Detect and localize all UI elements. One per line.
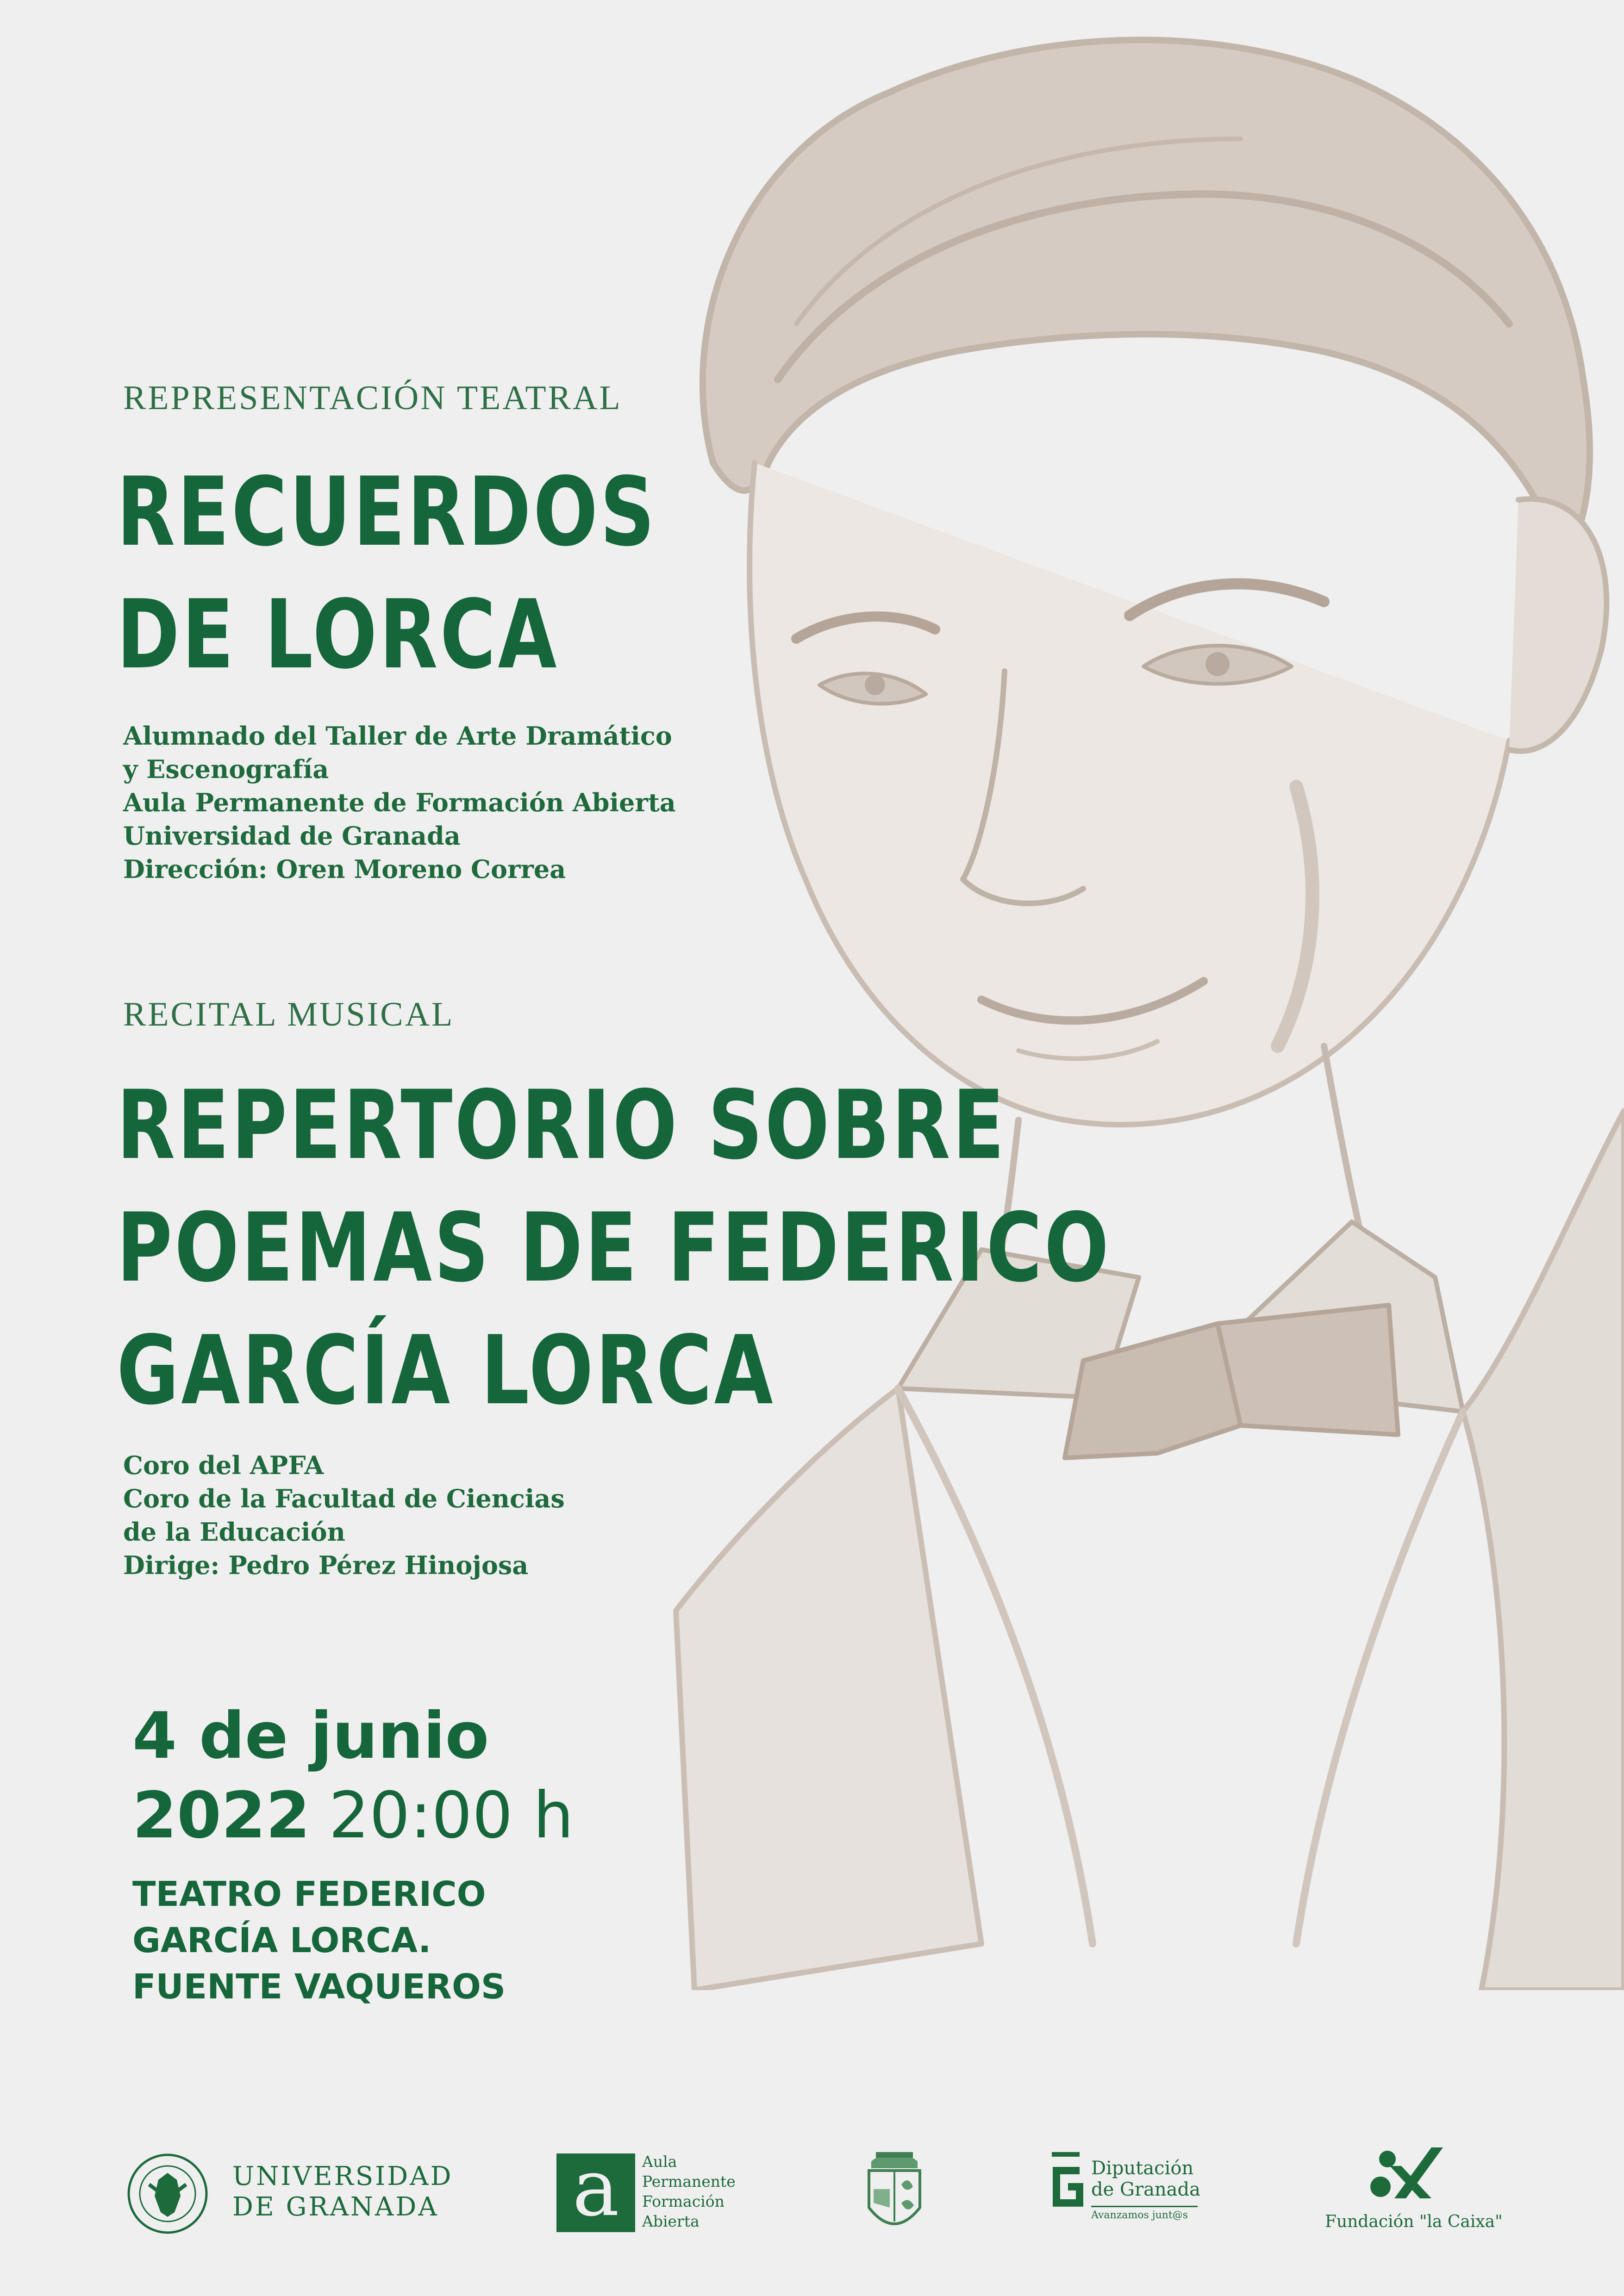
fuente-vaqueros-coat-of-arms-icon bbox=[862, 2143, 927, 2240]
credit-line: Coro de la Facultad de Ciencias bbox=[123, 1484, 565, 1513]
title-line: GARCÍA LORCA bbox=[117, 1316, 775, 1426]
venue-line: GARCÍA LORCA. bbox=[132, 1921, 431, 1960]
diputacion-divider bbox=[1091, 2206, 1198, 2207]
diputacion-tagline: Avanzamos junt@s bbox=[1091, 2209, 1188, 2221]
credit-line: Dirección: Oren Moreno Correa bbox=[123, 854, 566, 884]
category-label-theatre: REPRESENTACIÓN TEATRAL bbox=[123, 379, 622, 417]
ugr-name-line: DE GRANADA bbox=[232, 2192, 439, 2222]
credit-line: de la Educación bbox=[123, 1517, 345, 1547]
apfa-name-line: Formación bbox=[642, 2192, 725, 2210]
apfa-mark-icon: a bbox=[556, 2153, 635, 2232]
credit-line: Coro del APFA bbox=[123, 1450, 324, 1480]
credit-line: Dirige: Pedro Pérez Hinojosa bbox=[123, 1550, 529, 1580]
diputacion-name-line: Diputación bbox=[1091, 2158, 1194, 2179]
logo-diputacion-granada bbox=[1047, 2152, 1223, 2235]
logo-aula-permanente bbox=[556, 2142, 751, 2242]
title-line: RECUERDOS bbox=[117, 457, 657, 567]
apfa-name-line: Abierta bbox=[642, 2212, 700, 2230]
venue bbox=[132, 1871, 506, 2010]
title-line: DE LORCA bbox=[117, 580, 559, 690]
event-time: 20:00 h bbox=[329, 1778, 574, 1853]
credit-line: Alumnado del Taller de Arte Dramático bbox=[123, 721, 672, 751]
ugr-name-line: UNIVERSIDAD bbox=[232, 2161, 453, 2191]
event1-credits bbox=[123, 719, 676, 886]
apfa-name-line: Permanente bbox=[642, 2172, 736, 2190]
apfa-name-line: Aula bbox=[642, 2153, 677, 2171]
diputacion-name-line: de Granada bbox=[1091, 2179, 1200, 2200]
venue-line: FUENTE VAQUEROS bbox=[132, 1967, 506, 2007]
credit-line: y Escenografía bbox=[123, 754, 329, 784]
date-year: 2022 bbox=[132, 1778, 311, 1853]
event-title-recuerdos bbox=[117, 451, 657, 697]
credit-line: Universidad de Granada bbox=[123, 821, 461, 851]
venue-line: TEATRO FEDERICO bbox=[132, 1874, 486, 1914]
logo-fundacion-la-caixa bbox=[1325, 2143, 1503, 2245]
logo-universidad-granada bbox=[126, 2147, 453, 2240]
caixa-star-icon bbox=[1362, 2143, 1455, 2208]
event-date bbox=[132, 1696, 574, 1855]
date-year-time bbox=[132, 1776, 574, 1855]
title-line: REPERTORIO SOBRE bbox=[117, 1070, 1007, 1181]
credit-line: Aula Permanente de Formación Abierta bbox=[123, 788, 676, 817]
ugr-seal-icon bbox=[126, 2152, 209, 2235]
event-title-repertorio bbox=[117, 1064, 1111, 1432]
date-day: 4 de junio bbox=[132, 1699, 489, 1773]
lorca-portrait-illustration bbox=[602, 0, 1624, 1990]
category-label-music: RECITAL MUSICAL bbox=[123, 996, 455, 1033]
diputacion-g-icon bbox=[1047, 2152, 1084, 2212]
title-line: POEMAS DE FEDERICO bbox=[117, 1193, 1111, 1303]
event2-credits bbox=[123, 1449, 565, 1582]
caixa-name: Fundación "la Caixa" bbox=[1325, 2212, 1503, 2231]
